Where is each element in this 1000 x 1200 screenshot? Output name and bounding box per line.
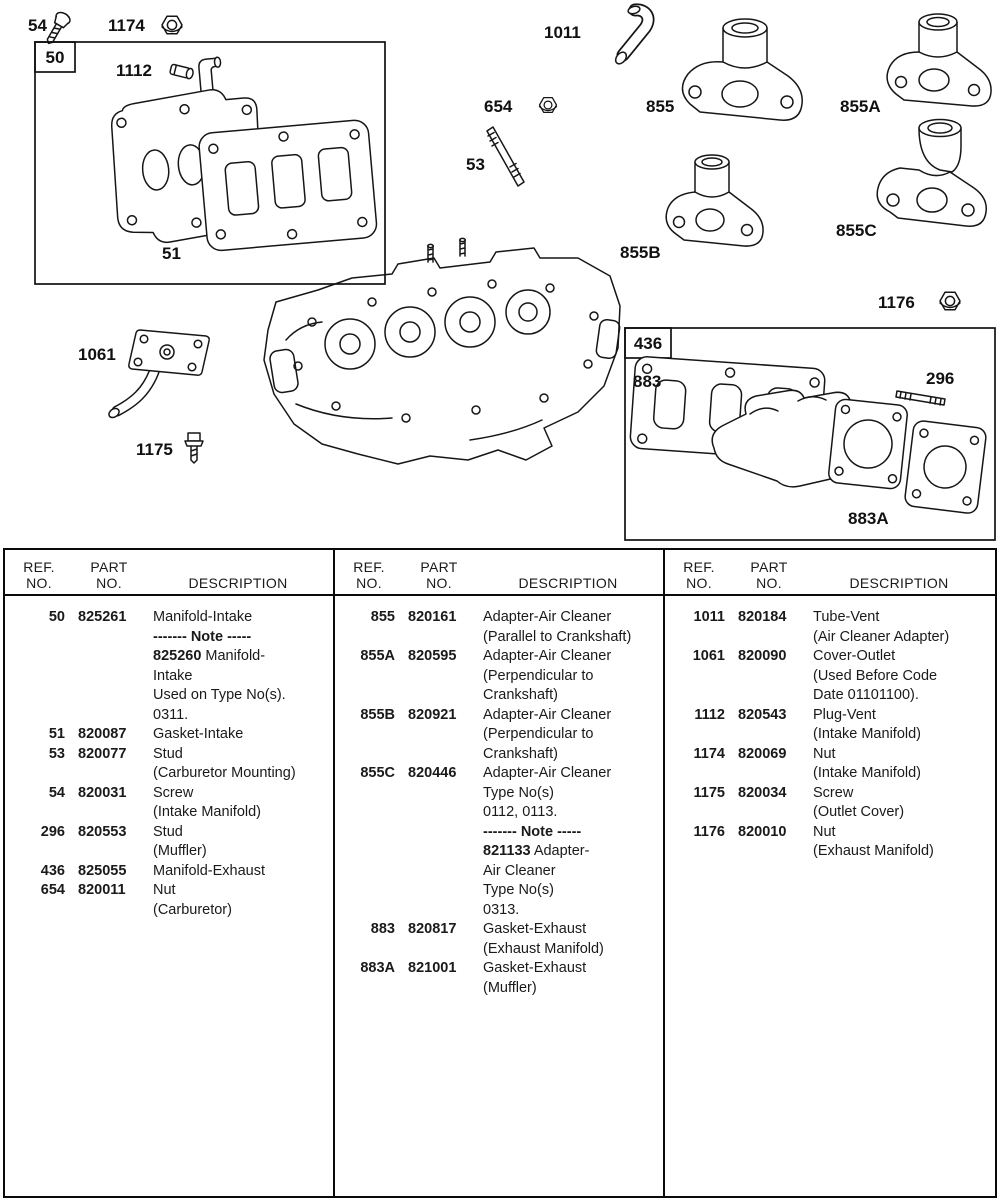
description: Plug-Vent (Intake Manifold): [813, 706, 921, 742]
part-label-1176: 1176: [878, 293, 915, 312]
part-row-51: [13, 725, 325, 745]
screw-drawing-1175: [185, 433, 203, 463]
part-no: 825055: [78, 862, 127, 879]
part-row-654: [13, 881, 325, 920]
part-label-436: 436: [633, 334, 663, 353]
description: Cover-Outlet (Used Before Code Date 01101100).: [813, 648, 938, 703]
part-row-883A: [343, 959, 655, 998]
part-row-436: [13, 862, 325, 882]
description: Gasket-Intake: [153, 726, 244, 742]
table-header: [5, 550, 333, 596]
description: Manifold-Intake ------- Note ----- 825260 Manifold- Intake Used on Type No(s). 0311.: [153, 609, 286, 723]
adapter-drawing-855: [682, 19, 802, 120]
header-part-line1: PART: [90, 559, 128, 575]
ref-no: 1061: [692, 648, 725, 664]
description: Gasket-Exhaust (Exhaust Manifold): [483, 921, 604, 957]
ref-no: 53: [48, 745, 65, 762]
part-label-883: 883: [633, 372, 662, 391]
part-label-1061: 1061: [78, 345, 116, 364]
part-no: 821001: [408, 960, 457, 976]
part-row-1112: [673, 706, 987, 745]
part-no: 820543: [738, 706, 787, 723]
ref-no: 654: [40, 882, 65, 898]
part-label-54: 54: [28, 16, 47, 35]
part-no: 820446: [408, 765, 457, 781]
part-no: 820034: [738, 784, 787, 801]
description: Screw (Outlet Cover): [813, 784, 905, 820]
part-label-1175: 1175: [136, 440, 173, 459]
part-no: 820817: [408, 921, 457, 937]
description: Tube-Vent (Air Cleaner Adapter): [813, 609, 950, 645]
nut-drawing-1176: [940, 292, 960, 309]
header-ref-no: [13, 559, 65, 591]
parts-table-column-body: [335, 596, 663, 998]
muffler-gasket-drawing-883A: [904, 420, 987, 514]
part-row-1176: [673, 823, 987, 862]
part-row-53: [13, 745, 325, 784]
description: Stud (Muffler): [153, 823, 207, 859]
part-label-883A: 883A: [848, 509, 889, 528]
part-no: 820090: [738, 648, 787, 664]
parts-table-column-body: [665, 596, 995, 862]
stud-drawing-53: [487, 127, 524, 186]
adapter-drawing-855B: [666, 155, 763, 246]
part-no: 820184: [738, 609, 787, 625]
nut-drawing-654: [540, 98, 557, 113]
intake-gasket-drawing-51: [198, 119, 378, 251]
ref-no: 51: [48, 726, 65, 742]
vent-tube-drawing-1011: [613, 5, 648, 66]
part-label-50: 50: [45, 48, 65, 67]
description: Adapter-Air Cleaner (Perpendicular to Crankshaft): [483, 706, 612, 762]
plug-drawing-1112: [170, 64, 195, 80]
part-label-1174: 1174: [108, 16, 145, 35]
description: Adapter-Air Cleaner (Perpendicular to Crankshaft): [483, 648, 612, 703]
part-label-855: 855: [646, 97, 675, 116]
ref-no: 1011: [693, 609, 725, 625]
header-ref-no: [343, 559, 395, 591]
header-ref-no: [673, 559, 725, 591]
header-part-line1: PART: [420, 559, 458, 575]
description: Nut (Intake Manifold): [813, 745, 921, 781]
part-no: 820031: [78, 784, 127, 801]
adapter-drawing-855A: [887, 14, 991, 106]
part-row-855C: [343, 764, 655, 920]
ref-no: 855A: [360, 648, 395, 664]
ref-no: 855C: [360, 765, 395, 781]
ref-no: 1112: [694, 706, 725, 723]
part-no: 820553: [78, 823, 127, 840]
header-part-no: [78, 559, 140, 591]
part-row-1061: [673, 647, 987, 706]
ref-no: 855B: [360, 706, 395, 723]
header-ref-line1: REF.: [683, 559, 715, 575]
header-ref-line1: REF.: [23, 559, 55, 575]
part-row-1175: [673, 784, 987, 823]
description: Adapter-Air Cleaner (Parallel to Crankshaft): [483, 609, 632, 645]
part-row-54: [13, 784, 325, 823]
part-no: 820077: [78, 745, 127, 762]
ref-no: 1174: [693, 745, 725, 762]
header-description: DESCRIPTION: [188, 575, 288, 591]
part-label-855C: 855C: [836, 221, 877, 240]
exploded-parts-diagram: [0, 0, 1000, 548]
part-label-1112: 1112: [116, 61, 152, 80]
header-ref-line2: NO.: [26, 575, 52, 591]
ref-no: 50: [48, 609, 65, 625]
header-part-line2: NO.: [426, 575, 452, 591]
header-description: DESCRIPTION: [518, 575, 618, 591]
header-ref-line2: NO.: [686, 575, 712, 591]
part-no: 825261: [78, 609, 127, 625]
description: Nut (Carburetor): [153, 882, 232, 918]
part-row-50: [13, 608, 325, 725]
ref-no: 54: [48, 784, 65, 801]
header-part-line2: NO.: [96, 575, 122, 591]
part-row-855A: [343, 647, 655, 706]
part-no: 820011: [78, 882, 126, 898]
header-description: DESCRIPTION: [849, 575, 949, 591]
ref-no: 855: [370, 609, 395, 625]
table-header: [665, 550, 995, 596]
ref-no: 436: [40, 862, 65, 879]
parts-table-column-3: [665, 550, 995, 1196]
header-part-no: [408, 559, 470, 591]
part-row-1174: [673, 745, 987, 784]
cylinder-head-drawing: [264, 238, 621, 464]
parts-table-column-2: [335, 550, 665, 1196]
part-row-855: [343, 608, 655, 647]
nut-drawing-1174: [162, 16, 182, 33]
description: Nut (Exhaust Manifold): [813, 823, 934, 859]
part-no: 820161: [408, 609, 457, 625]
part-no: 820087: [78, 726, 127, 742]
part-label-51: 51: [162, 244, 181, 263]
stud-drawing-296: [896, 391, 945, 405]
part-row-855B: [343, 706, 655, 765]
outlet-cover-drawing-1061: [107, 330, 209, 419]
part-label-654: 654: [484, 97, 513, 116]
part-label-53: 53: [466, 155, 485, 174]
header-part-line1: PART: [750, 559, 788, 575]
ref-no: 1175: [693, 784, 725, 801]
parts-table-column-body: [5, 596, 333, 920]
ref-no: 1176: [693, 823, 725, 840]
adapter-drawing-855C: [877, 120, 986, 227]
part-no: 820010: [738, 823, 787, 840]
description: Manifold-Exhaust: [153, 862, 266, 879]
part-no: 820595: [408, 648, 457, 664]
description: Stud (Carburetor Mounting): [153, 745, 296, 781]
header-part-line2: NO.: [756, 575, 782, 591]
header-part-no: [738, 559, 800, 591]
description: Screw (Intake Manifold): [153, 784, 261, 820]
ref-no: 883: [370, 921, 395, 937]
part-row-883: [343, 920, 655, 959]
part-label-296: 296: [926, 369, 955, 388]
parts-table: [3, 548, 997, 1198]
part-label-1011: 1011: [544, 23, 581, 42]
part-label-855B: 855B: [620, 243, 661, 262]
part-no: 820069: [738, 745, 787, 762]
ref-no: 883A: [360, 960, 395, 976]
part-row-296: [13, 823, 325, 862]
table-header: [335, 550, 663, 596]
part-row-1011: [673, 608, 987, 647]
part-label-855A: 855A: [840, 97, 881, 116]
header-ref-line2: NO.: [356, 575, 382, 591]
description: Gasket-Exhaust (Muffler): [483, 960, 587, 996]
description: Adapter-Air Cleaner Type No(s) 0112, 0113. ------- Note ----- 821133 Adapter- Air Cleaner Type No(s) 0313.: [483, 765, 612, 918]
header-ref-line1: REF.: [353, 559, 385, 575]
part-no: 820921: [408, 706, 457, 723]
ref-no: 296: [40, 823, 65, 840]
parts-table-column-1: [5, 550, 335, 1196]
